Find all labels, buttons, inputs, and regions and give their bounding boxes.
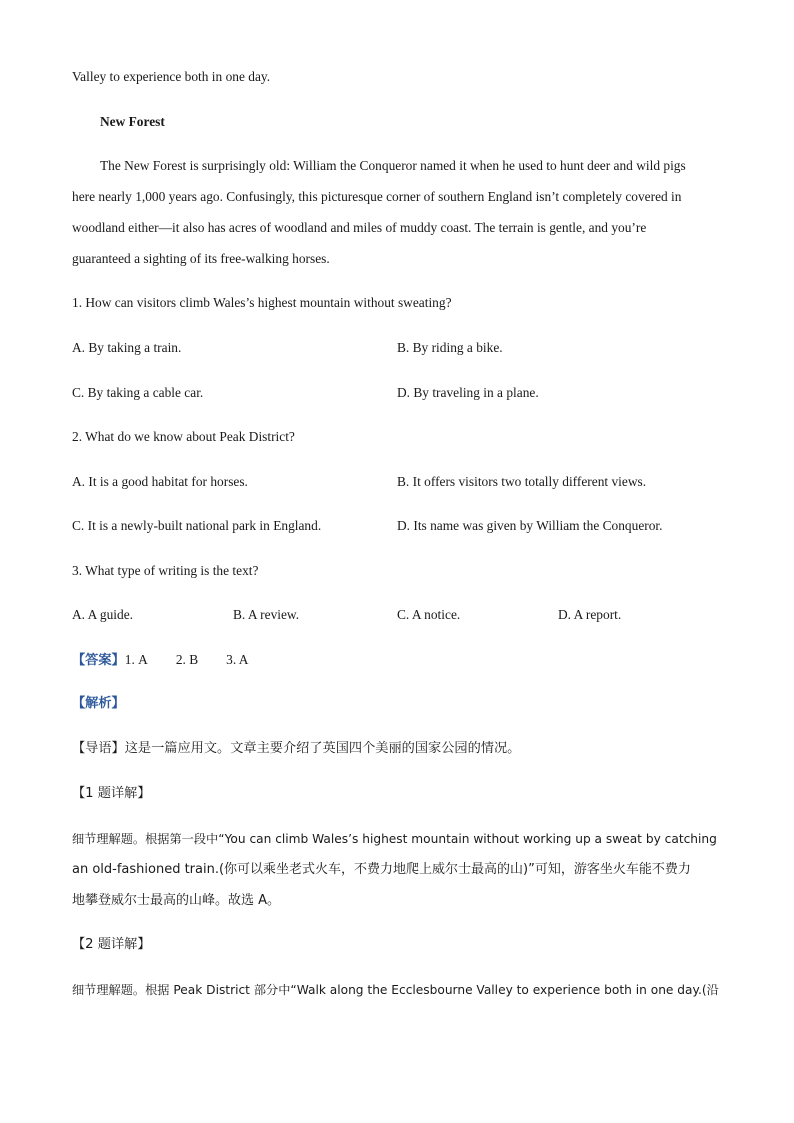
- paragraph-line: The New Forest is surprisingly old: William the Conqueror named it when he used to hunt deer and wild pigs: [100, 158, 686, 173]
- answer-label: 【答案】: [72, 653, 125, 668]
- passage-carryover-line: Valley to experience both in one day.: [72, 69, 271, 84]
- question-1-option-a: A. By taking a train.: [72, 340, 182, 355]
- question-2-option-c: C. It is a newly-built national park in England.: [72, 518, 322, 533]
- answer-item-1: 1. A: [124, 652, 148, 667]
- question-1-option-b: B. By riding a bike.: [397, 340, 503, 355]
- paragraph-line: here nearly 1,000 years ago. Confusingly, this picturesque corner of southern England isn’t completely covered in: [72, 189, 682, 204]
- question-1-option-c: C. By taking a cable car.: [72, 385, 204, 400]
- q2-detail-heading: 【2 题详解】: [72, 937, 151, 952]
- q1-detail-line: 地攀登威尔士最高的山峰。故选 A。: [72, 893, 281, 908]
- section-title-new-forest: New Forest: [100, 114, 165, 129]
- q1-detail-line: an old-fashioned train.(你可以乘坐老式火车，不费力地爬上威尔士最高的山)”可知，游客坐火车能不费力: [72, 862, 691, 877]
- paragraph-line: guaranteed a sighting of its free-walking horses.: [72, 251, 330, 266]
- q1-detail-heading: 【1 题详解】: [72, 786, 151, 801]
- question-3-option-b: B. A review.: [233, 607, 300, 622]
- intro-text: 这是一篇应用文。文章主要介绍了英国四个美丽的国家公园的情况。: [124, 741, 521, 756]
- question-2-option-d: D. Its name was given by William the Conqueror.: [397, 518, 663, 533]
- intro-row: [72, 740, 520, 758]
- question-3-option-a: A. A guide.: [72, 607, 134, 622]
- question-3-option-d: D. A report.: [558, 607, 622, 622]
- analysis-heading: [72, 695, 125, 713]
- q1-detail-line: 细节理解题。根据第一段中“You can climb Wales’s highest mountain without working up a sweat by catching: [72, 832, 717, 846]
- question-3-stem: 3. What type of writing is the text?: [72, 563, 259, 578]
- paragraph-line: woodland either—it also has acres of woodland and miles of muddy coast. The terrain is gentle, and you’re: [72, 220, 647, 235]
- analysis-label: 【解析】: [72, 696, 125, 711]
- q2-detail-line: 细节理解题。根据 Peak District 部分中“Walk along the Ecclesbourne Valley to experience both in one day.(沿: [72, 983, 719, 997]
- question-1-stem: 1. How can visitors climb Wales’s highest mountain without sweating?: [72, 295, 452, 310]
- intro-label: 【导语】: [72, 741, 125, 756]
- question-1-option-d: D. By traveling in a plane.: [397, 385, 539, 400]
- question-2-option-b: B. It offers visitors two totally different views.: [397, 474, 647, 489]
- answer-row: [72, 651, 248, 670]
- answer-item-3: 3. A: [226, 652, 249, 667]
- question-3-option-c: C. A notice.: [397, 607, 461, 622]
- question-2-option-a: A. It is a good habitat for horses.: [72, 474, 248, 489]
- answer-item-2: 2. B: [175, 652, 199, 667]
- question-2-stem: 2. What do we know about Peak District?: [72, 429, 295, 444]
